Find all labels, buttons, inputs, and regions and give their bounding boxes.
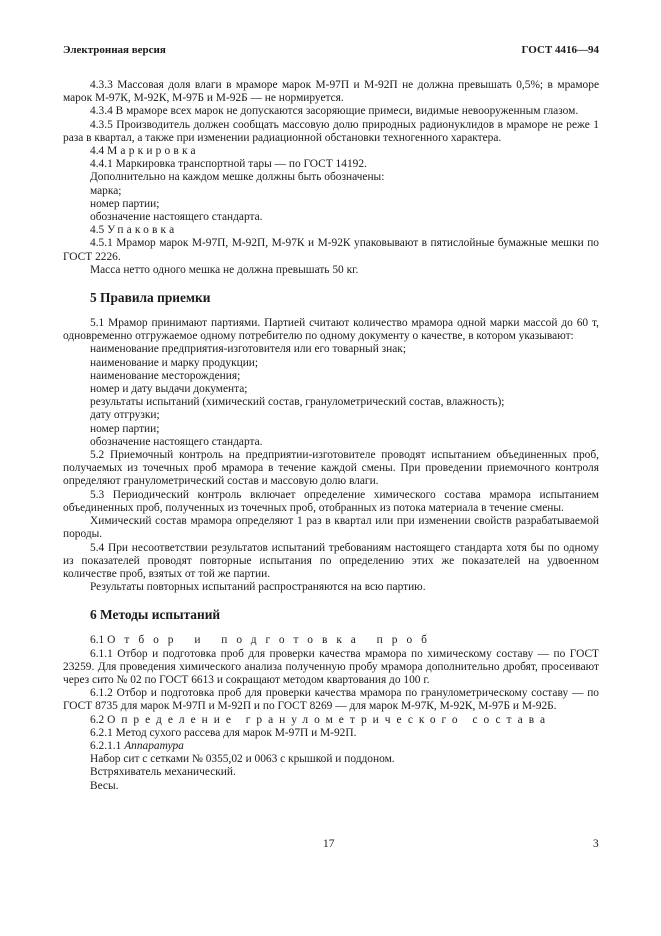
para-5-3-chem: Химический состав мрамора определяют 1 раз в квартал или при изменении свойств разрабатываемой породы. bbox=[63, 515, 599, 541]
list-item: результаты испытаний (химический состав, гранулометрический состав, влажность); bbox=[90, 396, 505, 409]
para-4-3-4: 4.3.4 В мраморе всех марок не допускаются засоряющие примеси, видимые невооруженным глазом. bbox=[90, 105, 579, 118]
list-item: наименование месторождения; bbox=[90, 369, 241, 382]
para-5-1: 5.1 Мрамор принимают партиями. Партией считают количество мрамора одной марки массой до 60 т, одновременно отгружаемое одному потребителю по одному документу о качестве, в котором указывают: bbox=[63, 317, 599, 343]
subheading-6-2-1-1-num: 6.2.1.1 bbox=[90, 739, 122, 752]
list-item: Весы. bbox=[90, 779, 119, 792]
para-4-5-1-mass: Масса нетто одного мешка не должна превышать 50 кг. bbox=[90, 263, 359, 276]
section-6-title: 6 Методы испытаний bbox=[90, 607, 221, 623]
list-item: номер партии; bbox=[90, 422, 160, 435]
para-4-5-1: 4.5.1 Мрамор марок М-97П, М-92П, М-97К и М-92К упаковывают в пятислойные бумажные мешки по ГОСТ 2226. bbox=[63, 237, 599, 263]
document-body bbox=[63, 79, 599, 793]
list-item: наименование и марку продукции; bbox=[90, 356, 259, 369]
section-5-title: 5 Правила приемки bbox=[90, 290, 211, 306]
subheading-6-1-num: 6.1 bbox=[90, 634, 105, 647]
para-5-4-res: Результаты повторных испытаний распространяются на всю партию. bbox=[90, 581, 426, 594]
list-item: наименование предприятия-изготовителя или его товарный знак; bbox=[90, 343, 406, 356]
list-item: номер партии; bbox=[90, 197, 160, 210]
subheading-4-5-num: 4.5 bbox=[90, 224, 105, 237]
list-item: марка; bbox=[90, 184, 122, 197]
subheading-6-2 bbox=[63, 714, 599, 727]
para-5-3: 5.3 Периодический контроль включает определение химического состава мрамора испытанием объединенных проб, полученных из точечных проб, отобранных из потока материала в течение смены. bbox=[63, 488, 599, 514]
para-6-1-1: 6.1.1 Отбор и подготовка проб для проверки качества мрамора по химическому составу — по ГОСТ 23259. Для проведения химического анализа полученную пробу мрамора дополнительно дробят, просеивают через сито № 02 по ГОСТ 6613 и сокращают методом квартования до 100 г. bbox=[63, 647, 599, 686]
list-item: Встряхиватель механический. bbox=[90, 766, 236, 779]
subheading-6-2-num: 6.2 bbox=[90, 713, 105, 726]
para-6-1-2: 6.1.2 Отбор и подготовка проб для проверки качества мрамора по гранулометрическому составу — по ГОСТ 8735 для марок М-97П и М-92П и по ГОСТ 8269 — для марок М-97К, М-92К, М-97Б и М-92Б. bbox=[63, 687, 599, 713]
list-item: номер и дату выдачи документа; bbox=[90, 383, 248, 396]
page-header bbox=[63, 44, 599, 58]
para-6-2-1: 6.2.1 Метод сухого рассева для марок М-97П и М-92П. bbox=[90, 726, 357, 739]
list-item: обозначение настоящего стандарта. bbox=[90, 211, 263, 224]
subheading-4-4 bbox=[63, 145, 599, 158]
subheading-6-2-1-1 bbox=[63, 740, 599, 753]
sheet-number: 3 bbox=[593, 838, 599, 850]
subheading-4-5-title: Упаковка bbox=[107, 224, 178, 237]
header-standard: ГОСТ 4416—94 bbox=[521, 44, 599, 56]
para-4-4-1-add: Дополнительно на каждом мешке должны быть обозначены: bbox=[90, 171, 385, 184]
header-edition: Электронная версия bbox=[63, 44, 166, 56]
para-4-3-5: 4.3.5 Производитель должен сообщать массовую долю природных радионуклидов в мраморе не реже 1 раза в квартал, а также при изменении радиационной обстановки техногенного характера. bbox=[63, 118, 599, 144]
list-item: дату отгрузки; bbox=[90, 409, 160, 422]
list-item: Набор сит с сетками № 0355,02 и 0063 с крышкой и поддоном. bbox=[90, 753, 395, 766]
page-number: 17 bbox=[323, 838, 335, 850]
subheading-6-2-1-1-title: Аппаратура bbox=[124, 739, 184, 752]
subheading-4-5 bbox=[63, 224, 599, 237]
subheading-6-1 bbox=[63, 634, 599, 647]
subheading-6-1-title: Отбор и подготовка проб bbox=[107, 634, 436, 647]
para-5-2: 5.2 Приемочный контроль на предприятии-изготовителе проводят испытанием объединенных проб, получаемых из точечных проб мрамора в течение каждой смены. При проведении приемочного контроля определяют гранулометрический состав и массовую долю влаги. bbox=[63, 449, 599, 488]
list-item: обозначение настоящего стандарта. bbox=[90, 435, 263, 448]
subheading-4-4-num: 4.4 bbox=[90, 145, 105, 158]
subheading-4-4-title: Маркировка bbox=[107, 145, 199, 158]
para-5-4: 5.4 При несоответствии результатов испытаний требованиям настоящего стандарта хотя бы по одному из показателей проводят повторные испытания по определению этих же показателей на удвоенном количестве проб, взятых от той же партии. bbox=[63, 541, 599, 580]
para-4-4-1: 4.4.1 Маркировка транспортной тары — по ГОСТ 14192. bbox=[90, 158, 367, 171]
para-4-3-3: 4.3.3 Массовая доля влаги в мраморе марок М-97П и М-92П не должна превышать 0,5%; в мраморе марок М-97К, М-92К, М-97Б и М-92Б — не нормируется. bbox=[63, 79, 599, 105]
subheading-6-2-title: Определение гранулометрического состава bbox=[107, 713, 552, 726]
